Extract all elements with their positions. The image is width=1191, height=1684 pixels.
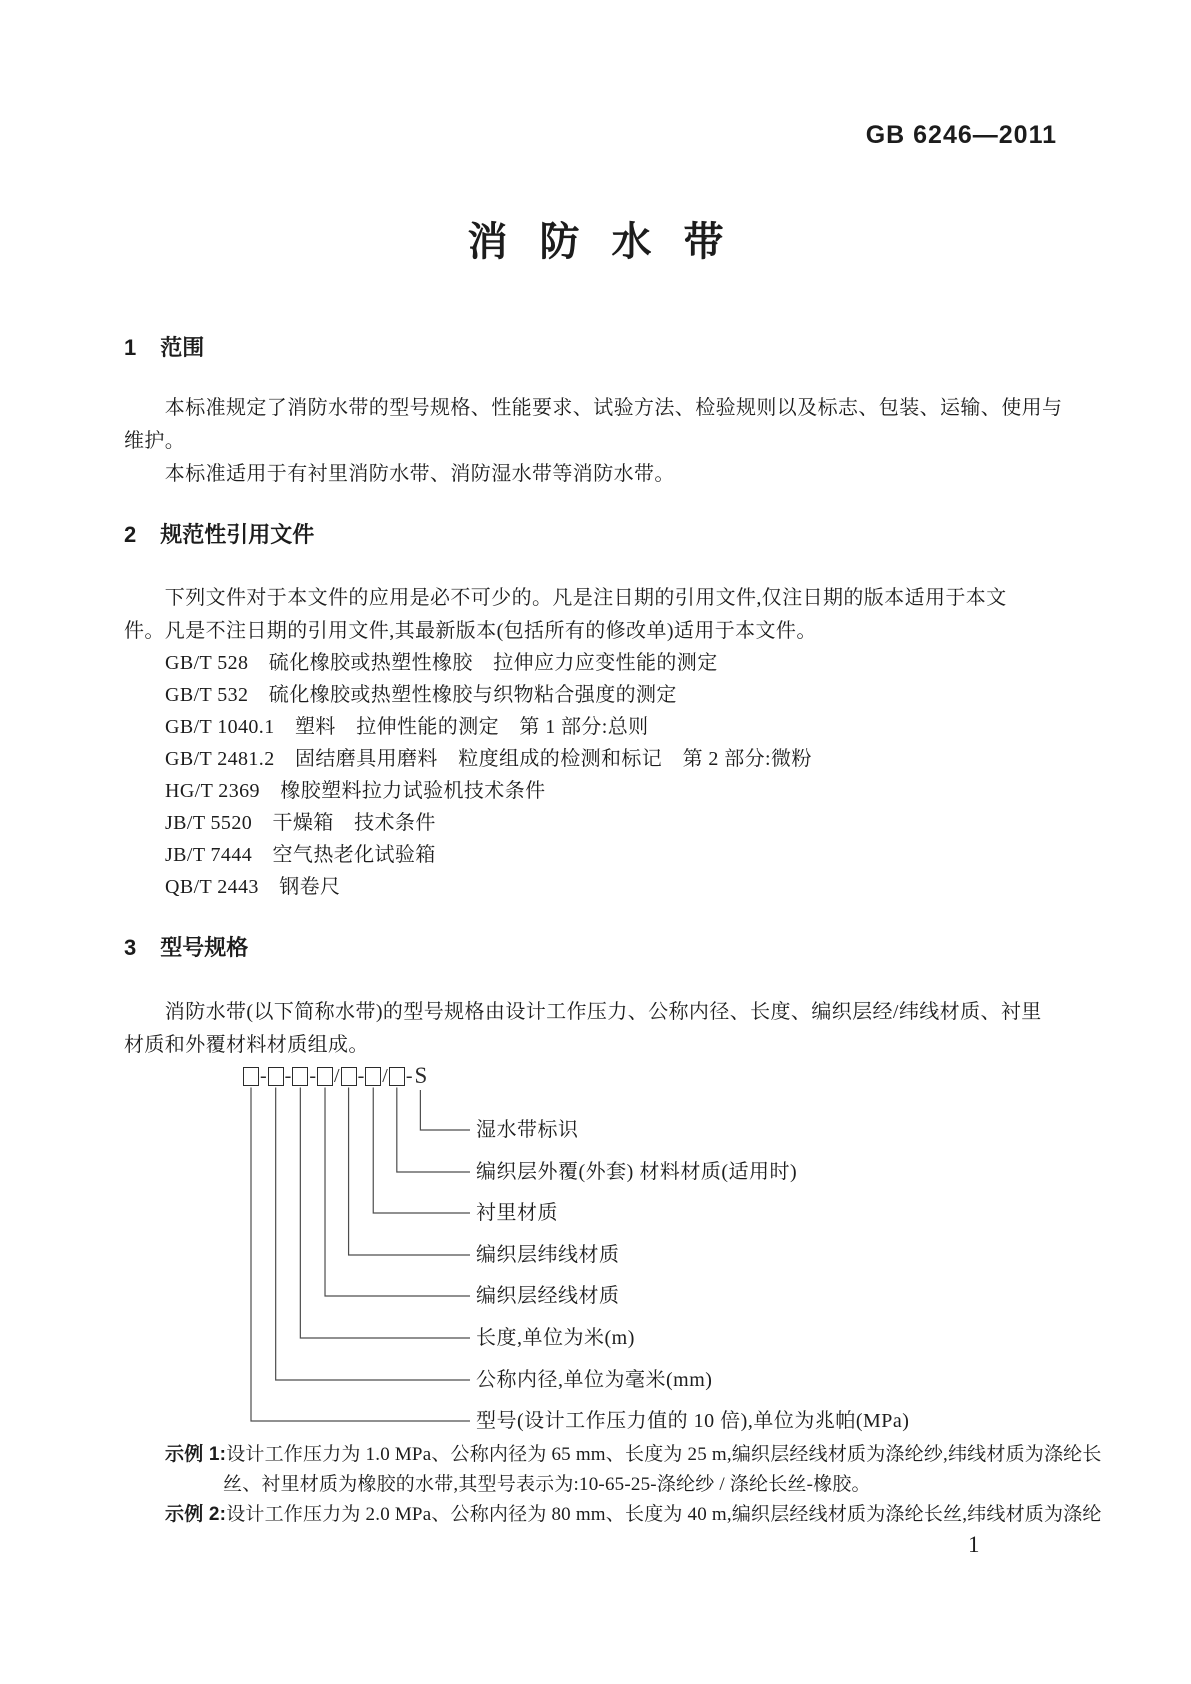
reference-item: GB/T 528 硫化橡胶或热塑性橡胶 拉伸应力应变性能的测定 — [165, 652, 718, 674]
formula-box — [292, 1067, 308, 1086]
diagram-label: 型号(设计工作压力值的 10 倍),单位为兆帕(MPa) — [476, 1410, 910, 1432]
diagram-label: 衬里材质 — [476, 1202, 558, 1224]
references-intro — [124, 582, 1134, 648]
standard-code: GB 6246—2011 — [865, 121, 1057, 149]
scope-text — [124, 392, 1134, 491]
diagram-label: 湿水带标识 — [476, 1119, 579, 1141]
section-1-heading — [124, 335, 204, 361]
text-line: 本标准规定了消防水带的型号规格、性能要求、试验方法、检验规则以及标志、包装、运输、使用与 — [124, 397, 1063, 419]
model-formula: - - - / - / - S — [243, 1064, 427, 1088]
formula-box — [317, 1067, 333, 1086]
formula-box — [365, 1067, 381, 1086]
reference-item: JB/T 5520 干燥箱 技术条件 — [165, 812, 436, 834]
example-line: 丝、衬里材质为橡胶的水带,其型号表示为:10-65-25-涤纶纱 / 涤纶长丝-橡胶。 — [223, 1474, 871, 1495]
diagram-label: 长度,单位为米(m) — [476, 1327, 635, 1349]
text-line: 本标准适用于有衬里消防水带、消防湿水带等消防水带。 — [124, 463, 675, 485]
text-line: 件。凡是不注日期的引用文件,其最新版本(包括所有的修改单)适用于本文件。 — [124, 620, 817, 642]
formula-box — [389, 1067, 405, 1086]
diagram-label: 公称内径,单位为毫米(mm) — [476, 1369, 713, 1391]
text-line: 材质和外覆材料材质组成。 — [124, 1034, 369, 1056]
page-number: 1 — [968, 1532, 980, 1557]
diagram-label: 编织层经线材质 — [476, 1285, 620, 1307]
section-3-heading — [124, 935, 248, 961]
example-line — [165, 1440, 1102, 1470]
example-1 — [165, 1440, 1102, 1500]
section-number: 2 — [124, 522, 137, 547]
document-title: 消防水带 — [467, 220, 756, 264]
section-number: 3 — [124, 935, 137, 960]
examples-block — [165, 1440, 1102, 1530]
example-label: 示例 2: — [165, 1504, 227, 1525]
model-spec-intro — [124, 996, 1134, 1062]
section-2-heading — [124, 522, 314, 548]
formula-box — [341, 1067, 357, 1086]
reference-item: GB/T 2481.2 固结磨具用磨料 粒度组成的检测和标记 第 2 部分:微粉 — [165, 748, 812, 770]
reference-item: JB/T 7444 空气热老化试验箱 — [165, 844, 436, 866]
section-title: 规范性引用文件 — [160, 522, 315, 547]
diagram-label: 编织层外覆(外套) 材料材质(适用时) — [476, 1161, 798, 1183]
example-text: 设计工作压力为 1.0 MPa、公称内径为 65 mm、长度为 25 m,编织层经线材质为涤纶纱,纬线材质为涤纶长 — [226, 1444, 1102, 1465]
section-title: 型号规格 — [160, 935, 249, 960]
reference-item: HG/T 2369 橡胶塑料拉力试验机技术条件 — [165, 780, 546, 802]
text-line: 维护。 — [124, 430, 186, 452]
reference-item: QB/T 2443 钢卷尺 — [165, 876, 341, 898]
example-label: 示例 1: — [165, 1444, 227, 1465]
example-2 — [165, 1500, 1102, 1530]
reference-item: GB/T 1040.1 塑料 拉伸性能的测定 第 1 部分:总则 — [165, 716, 649, 738]
reference-item: GB/T 532 硫化橡胶或热塑性橡胶与织物粘合强度的测定 — [165, 684, 677, 706]
references-list — [165, 647, 1145, 903]
text-line: 下列文件对于本文件的应用是必不可少的。凡是注日期的引用文件,仅注日期的版本适用于本文 — [124, 587, 1007, 609]
formula-box — [243, 1067, 259, 1086]
section-number: 1 — [124, 335, 137, 360]
section-title: 范围 — [160, 335, 205, 360]
text-line: 消防水带(以下简称水带)的型号规格由设计工作压力、公称内径、长度、编织层经/纬线材质、衬里 — [124, 1001, 1042, 1023]
model-designation-diagram — [0, 1058, 1191, 1438]
example-text: 设计工作压力为 2.0 MPa、公称内径为 80 mm、长度为 40 m,编织层经线材质为涤纶长丝,纬线材质为涤纶 — [226, 1504, 1102, 1525]
formula-box — [268, 1067, 284, 1086]
example-line — [165, 1500, 1102, 1530]
diagram-label: 编织层纬线材质 — [476, 1244, 620, 1266]
